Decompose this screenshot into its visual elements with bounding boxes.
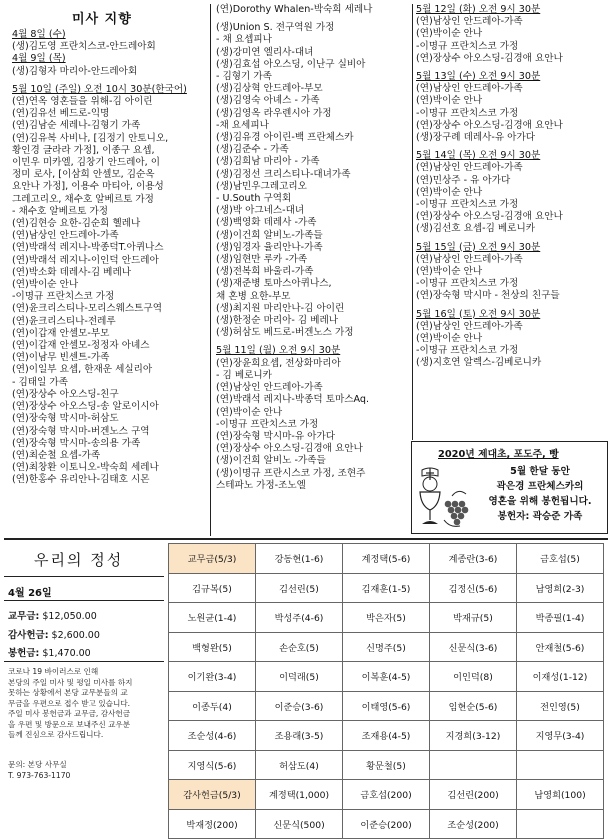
- donor-cell: 이복훈(4-5): [343, 662, 430, 692]
- donor-cell: 김재훈(1-5): [343, 573, 430, 603]
- donor-row: [169, 750, 604, 780]
- donor-cell: 신문식(500): [256, 809, 343, 839]
- intention-line: (연)이갑재 안셀모-정정자 아녜스: [12, 340, 150, 352]
- donor-row: [169, 662, 604, 692]
- intention-line: 정미 로사, [이삼희 안셀모, 김순옥: [12, 169, 155, 181]
- intention-line: (생)김상혁 안드레아-부모: [216, 83, 323, 95]
- mass-date-heading: 4월 8일 (수): [12, 29, 66, 40]
- contact-phone: T. 973-763-1170: [8, 770, 71, 780]
- offertory-label: 봉헌금:: [8, 648, 40, 659]
- donor-row: [169, 632, 604, 662]
- thanks-row: [8, 627, 100, 641]
- intention-line: (연)장숙형 막시마-허삼도: [12, 413, 119, 425]
- donor-cell: 계종란(3-6): [430, 544, 517, 574]
- altar-offering-box: [411, 441, 608, 534]
- intention-line: (연)최순철 요셉-가족: [12, 449, 101, 461]
- intention-line: (생)김희남 마리아 - 가족: [216, 156, 320, 168]
- intention-line: (생)김영옥 라우렌시아 가정: [216, 107, 332, 119]
- intention-line: (연)한홍수 유리안나-김태호 시몬: [12, 474, 150, 486]
- intention-line: -이명규 프란치스코 가정: [416, 345, 519, 357]
- donor-cell: 지영식(5-6): [169, 750, 256, 780]
- donor-cell: 박재규(5): [430, 603, 517, 633]
- intention-line: (연)장숙형 막시마-유 아가다: [216, 430, 335, 442]
- donor-row: [169, 780, 604, 810]
- donor-cell: 조순성(4-6): [169, 721, 256, 751]
- intention-line: (연)장상수 아오스딩-김경애 요안나: [416, 52, 563, 64]
- intention-line: - 김형기 가족: [216, 71, 272, 83]
- intention-line: (생)전복희 바울리-가족: [216, 266, 314, 278]
- intention-line: (생)김영숙 아녜스 - 가족: [216, 95, 320, 107]
- mass-date-heading: 5월 14일 (목) 오전 9시 30분: [416, 150, 541, 162]
- donor-cell: 이재성(1-12): [517, 662, 604, 692]
- intention-line: - 김 베로니카: [216, 369, 272, 381]
- intention-line: (생)김도영 프란치스코-안드레아회: [12, 41, 156, 53]
- mass-date-heading: 5월 13일 (수) 오전 9시 30분: [416, 71, 541, 83]
- intention-line: -이명규 프란치스코 가정: [416, 278, 519, 290]
- intention-line: (생)백영화 데레사 -가족: [216, 217, 317, 229]
- donor-cell: 황문철(5): [343, 750, 430, 780]
- collection-row: [8, 608, 97, 622]
- intention-line: -이명규 프란치스코 가정: [216, 418, 319, 430]
- intention-line: (연)장상수 아오스딩-김경애 요안나: [216, 443, 363, 455]
- intention-line: (연)김남순 세레나-김형기 가족: [12, 120, 141, 132]
- intention-line: (연)박래석 레지나-이인덕 안드레아: [12, 254, 159, 266]
- intention-line: 그레고리오, 채수호 알베르토 가정: [12, 193, 154, 205]
- intention-line: (연)남상인 안드레아-가족: [416, 162, 523, 174]
- intention-line: (생)이건희 알비노-가족들: [216, 229, 323, 241]
- mass-date-heading: 5월 15일 (금) 오전 9시 30분: [416, 241, 541, 253]
- donor-cell: [430, 750, 517, 780]
- intention-line: (생)김정선 크리스티나-대녀가족: [216, 168, 351, 180]
- donor-cell: 전인영(5): [517, 691, 604, 721]
- intention-line: (연)이갑재 안셀모-부모: [12, 327, 110, 339]
- category-header-cell: 감사헌금(5/3): [169, 780, 256, 810]
- intention-line: (연)남상인 안드레아-가족: [416, 16, 523, 28]
- donor-cell: 박재정(200): [169, 809, 256, 839]
- intention-line: (연)윤크리스티나-모리스웨스트구역: [12, 303, 162, 315]
- intention-line: (연)박이순 안나: [416, 266, 483, 278]
- intention-line: - 채수호 알베르토 가정: [12, 205, 109, 217]
- donor-cell: 백형완(5): [169, 632, 256, 662]
- notice-line: 본당의 주일 미사 및 평일 미사를 하지: [8, 677, 133, 687]
- donor-row: [169, 573, 604, 603]
- thanks-value: $2,600.00: [51, 630, 100, 641]
- intention-line: (생)박 아그네스-대녀: [216, 205, 305, 217]
- collection-value: $12,050.00: [42, 611, 97, 622]
- donor-cell: 이인덕(8): [430, 662, 517, 692]
- intention-line: (연)김유선 베드로-익명: [12, 108, 110, 120]
- donor-cell: 이준승(3-6): [256, 691, 343, 721]
- intention-line: (생)최지원 마리안나-김 아이린: [216, 302, 345, 314]
- mass-date-heading: 5월 16일 (토) 오전 9시 30분: [416, 308, 541, 320]
- intention-line: (생)김형자 마리아-안드레아회: [12, 65, 138, 77]
- mass-date-heading: 5월 12일 (화) 오전 9시 30분: [416, 4, 541, 15]
- intention-line: -이명규 프란치스코 가정: [12, 291, 115, 303]
- donor-cell: 이태영(5-6): [343, 691, 430, 721]
- mass-date-heading: 4월 9일 (목): [12, 53, 66, 65]
- thanks-label: 감사헌금:: [8, 630, 49, 641]
- intention-line: (연)박이순 안나: [216, 406, 283, 418]
- intention-line: (연)연옥 영혼들을 위해-김 아이린: [12, 96, 153, 108]
- intention-line: - 김태일 가족: [12, 376, 68, 388]
- donor-grid: [168, 543, 604, 839]
- donor-cell: 이종두(4): [169, 691, 256, 721]
- donor-cell: 이기완(3-4): [169, 662, 256, 692]
- donor-cell: 임현순(5-6): [430, 691, 517, 721]
- donor-cell: 김규복(5): [169, 573, 256, 603]
- offering-date: 4월 26일: [8, 588, 52, 599]
- intention-line: (연)장윤희요셉, 전상화마리아: [216, 357, 341, 369]
- intention-line: (생)임경자 율리안나-가족: [216, 241, 323, 253]
- mass-intentions-column-3: [416, 4, 563, 370]
- donor-cell: 노원균(1-4): [169, 603, 256, 633]
- notice-line: 못하는 상황에서 본당 교무분들의 교: [8, 688, 128, 697]
- intention-line: (연)이남무 빈센트-가족: [12, 352, 110, 364]
- intention-line: (연)김현승 요한-김순희 헬레나: [12, 218, 141, 230]
- intention-line: (연)남상인 안드레아-가족: [216, 382, 323, 394]
- intention-line: - U.South 구역회: [216, 193, 292, 205]
- intention-line: (생)강미연 엘리사-대녀: [216, 46, 314, 58]
- donor-cell: 박성주(4-6): [256, 603, 343, 633]
- donor-row: [169, 544, 604, 574]
- intention-line: (연)장숙형 막시마-송의용 가족: [12, 437, 141, 449]
- intention-line: (연)박소화 데레사-김 베레나: [12, 266, 131, 278]
- intention-line: (연)Dorothy Whalen-박숙희 세레나: [216, 4, 373, 15]
- intention-line: (생)임현만 루카 -가족: [216, 254, 308, 266]
- intention-line: (생)장구례 데레사-유 아가다: [416, 132, 535, 144]
- intention-line: (연)장숙형 막시마 - 천상의 친구들: [416, 290, 560, 302]
- intention-line: (연)윤크리스티나-전레루: [12, 315, 116, 327]
- intention-line: (생)남민우그레고리오: [216, 180, 307, 192]
- intention-line: (생)지호연 알렉스-김베로니카: [416, 357, 542, 369]
- intention-line: -이명규 프란치스코 가정: [416, 40, 519, 52]
- donor-cell: 금호섭(200): [343, 780, 430, 810]
- chalice-grapes-icon: [414, 466, 472, 530]
- intention-line: (생)김선호 요셉-김 베로니카: [416, 223, 535, 235]
- intention-line: (연)이일부 요셉, 한재운 세실리아: [12, 364, 153, 376]
- altar-line-2: 곽은경 프란체스카의: [496, 481, 584, 492]
- donor-cell: 이준승(200): [343, 809, 430, 839]
- intention-line: (연)박이순 안나: [416, 28, 483, 40]
- notice-line: 을 우편 및 방문으로 보내주신 교우분: [8, 719, 131, 729]
- intention-line: 스테파노 가정-조노엘: [216, 479, 306, 491]
- donor-cell: 손순호(5): [256, 632, 343, 662]
- donor-cell: 지경희(3-12): [430, 721, 517, 751]
- donor-cell: 강동현(1-6): [256, 544, 343, 574]
- donor-cell: 조재용(4-5): [343, 721, 430, 751]
- intention-line: (연)박이순 안나: [416, 333, 483, 345]
- donor-cell: 신문식(3-6): [430, 632, 517, 662]
- donor-cell: 박은자(5): [343, 603, 430, 633]
- intention-line: (생)허삼도 베드로-버겐노스 가정: [216, 327, 354, 339]
- donor-cell: 박종필(1-4): [517, 603, 604, 633]
- mass-date-heading: 5월 10일 (주일) 오전 10시 30분(한국어): [12, 83, 187, 95]
- contact-office: 문의: 본당 사무실: [8, 760, 67, 769]
- intention-line: -이명규 프란치스코 가정: [416, 107, 519, 119]
- intention-line: (연)장숙형 막시마-버겐노스 구역: [12, 425, 150, 437]
- intention-line: -채 요세피나: [216, 119, 269, 131]
- intention-line: (연)장상수 아오스딩-송 알로이시아: [12, 401, 159, 413]
- intention-line: (생)한정순 마리아- 김 베레나: [216, 315, 339, 327]
- collection-label: 교무금:: [8, 611, 40, 622]
- intention-line: (생)Union S. 전구역원 가정: [216, 22, 335, 34]
- offering-title: 우리의 정성: [34, 551, 124, 569]
- notice-line: 무금을 우편으로 접수 받고 있습니다.: [8, 698, 131, 708]
- altar-line-3: 영혼을 위해 봉헌됩니다.: [488, 496, 592, 507]
- intention-line: (생)재준병 토마스아퀴나스,: [216, 278, 332, 290]
- offertory-value: $1,470.00: [42, 648, 91, 659]
- intention-line: (연)박이순 안나: [416, 186, 483, 198]
- donor-cell: 계정택(5-6): [343, 544, 430, 574]
- donor-cell: 김선린(200): [430, 780, 517, 810]
- donor-cell: 김정신(5-6): [430, 573, 517, 603]
- altar-title: 2020년 제대초, 포도주, 빵: [438, 449, 559, 460]
- donor-row: [169, 809, 604, 839]
- intention-line: (연)박이순 안나: [416, 95, 483, 107]
- mass-intentions-column-1: [12, 29, 187, 487]
- offering-notice: [8, 667, 133, 741]
- intention-line: (연)남상인 안드레아-가족: [416, 83, 523, 95]
- intention-line: (연)장상수 아오스딩-김경애 요안나: [416, 119, 563, 131]
- category-header-cell: 교무금(5/3): [169, 544, 256, 574]
- donor-cell: 조용래(3-5): [256, 721, 343, 751]
- donor-cell: 안재철(5-6): [517, 632, 604, 662]
- donor-row: [169, 603, 604, 633]
- notice-line: 들께 진심으로 감사드립니다.: [8, 730, 104, 739]
- intention-line: (연)남상인 안드레아-가족: [416, 320, 523, 332]
- intention-line: 이민우 미카엘, 김창기 안드레아, 이: [12, 157, 161, 169]
- intention-line: -이명규 프란치스코 가정: [416, 199, 519, 211]
- donor-cell: [517, 750, 604, 780]
- donor-cell: 이덕래(5): [256, 662, 343, 692]
- notice-line: 주일 미사 봉헌금과 교무금, 감사헌금: [8, 709, 131, 718]
- intention-line: (연)박래석 레지나-박종덕 토마스Aq.: [216, 394, 370, 406]
- donor-cell: 남영희(2-3): [517, 573, 604, 603]
- donor-cell: 신명주(5): [343, 632, 430, 662]
- intention-line: (연)박이순 안나: [12, 279, 79, 291]
- intention-line: (생)김효섭 아오스딩, 이난구 실비아: [216, 58, 366, 70]
- notice-line: 코로나 19 바이러스로 인해: [8, 667, 99, 676]
- donor-row: [169, 721, 604, 751]
- intention-line: (연)민상주 - 유 아가다: [416, 174, 511, 186]
- donor-cell: 금호섭(5): [517, 544, 604, 574]
- mass-date-heading: 5월 11일 (월) 오전 9시 30분: [216, 345, 341, 357]
- intention-line: 채 혼병 요한-부모: [216, 290, 291, 302]
- intention-line: (연)박래석 레지나-박종덕T.아퀴나스: [12, 242, 164, 254]
- donor-cell: 계정택(1,000): [256, 780, 343, 810]
- intention-line: 요안나 가정], 이용수 마티아, 이용성: [12, 181, 164, 193]
- mass-intentions-column-2: [216, 4, 372, 492]
- intention-line: (연)장상수 아오스딩-김경애 요안나: [416, 211, 563, 223]
- intention-line: (생)이명규 프란시스코 가정, 조현주: [216, 467, 366, 479]
- intention-line: (생)김준수 - 가족: [216, 144, 289, 156]
- donor-cell: 허삼도(4): [256, 750, 343, 780]
- donor-cell: 남영희(100): [517, 780, 604, 810]
- intention-line: (연)김유복 사비나, [김정기 안토니오,: [12, 132, 169, 144]
- donor-cell: 지영무(3-4): [517, 721, 604, 751]
- donor-row: [169, 691, 604, 721]
- altar-line-4: 봉헌자: 곽승준 가족: [497, 511, 583, 522]
- intention-line: (생)이건희 알비노 -가족들: [216, 455, 326, 467]
- offertory-row: [8, 645, 91, 659]
- intention-line: (연)남상인 안드레아-가족: [416, 253, 523, 265]
- mass-intentions-title: 미사 지향: [72, 12, 132, 27]
- donor-cell: 김선린(5): [256, 573, 343, 603]
- intention-line: (연)최창환 이토니오-박숙희 세레나: [12, 462, 159, 474]
- intention-line: (생)김유경 아이린-백 프란체스카: [216, 132, 354, 144]
- donor-cell: 조순성(200): [430, 809, 517, 839]
- donor-cell: [517, 809, 604, 839]
- intention-line: 황인경 글라라 가정], 이종구 요셉,: [12, 144, 155, 156]
- intention-line: (연)남상인 안드레아-가족: [12, 230, 119, 242]
- altar-line-1: 5월 한달 동안: [510, 466, 570, 477]
- intention-line: (연)장상수 아오스딩-친구: [12, 388, 119, 400]
- intention-line: - 채 요셉피나: [216, 34, 272, 46]
